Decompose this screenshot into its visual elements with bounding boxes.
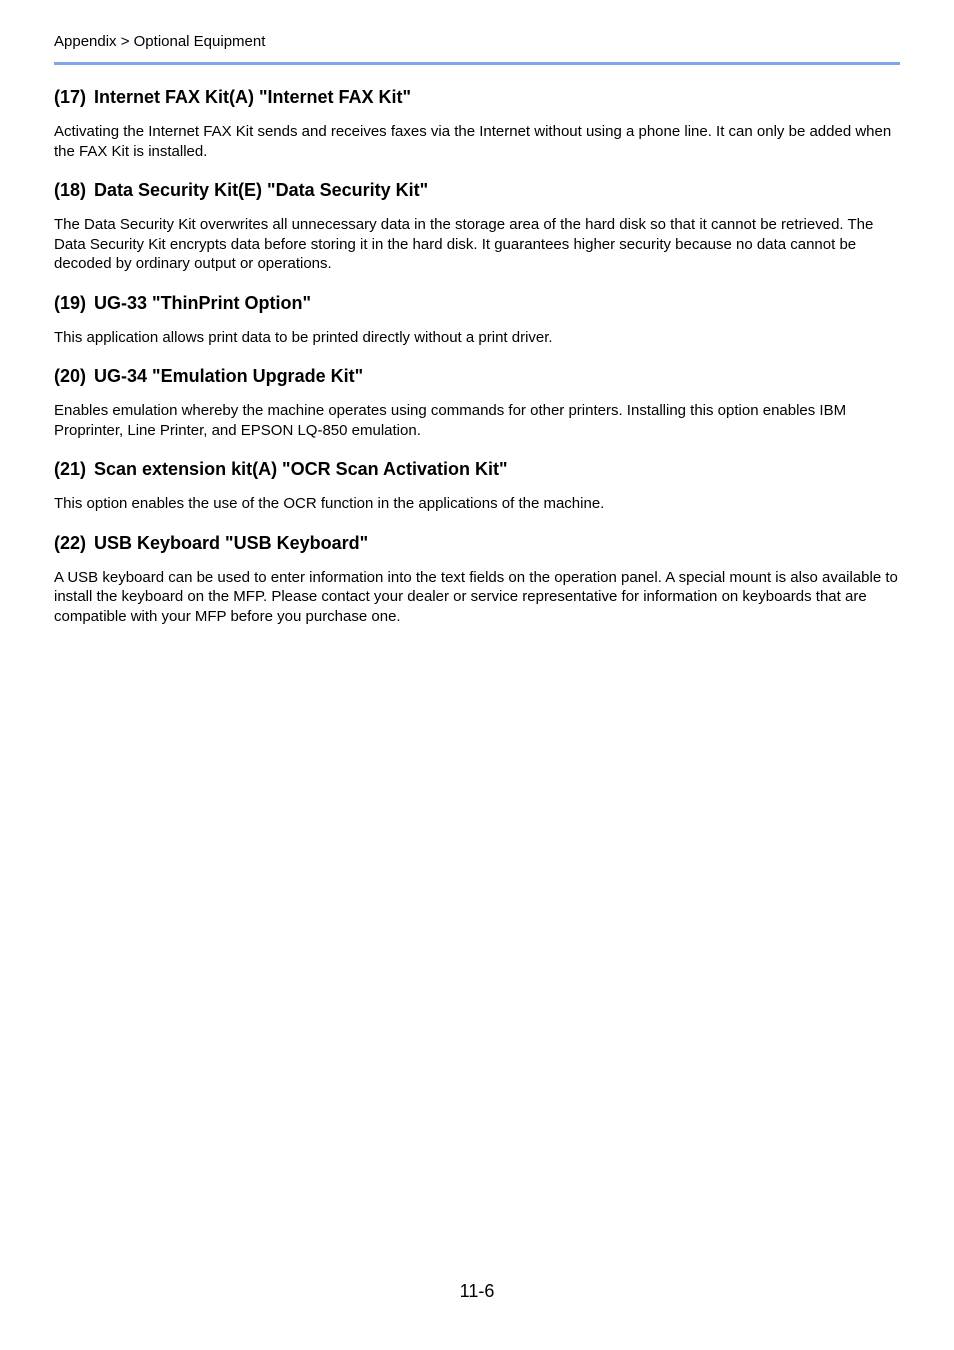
section-number: (19) [54, 292, 87, 313]
section-heading-text: Data Security Kit(E) "Data Security Kit" [94, 180, 429, 200]
section-body: This option enables the use of the OCR function in the applications of the machine. [54, 495, 605, 512]
section-number: (17) [54, 87, 87, 107]
section-title [54, 457, 900, 481]
section-number: (22) [54, 532, 87, 553]
section-body: A USB keyboard can be used to enter information into the text fields on the operation panel. A special mount is also available to install the keyboard on the MFP. Please contact your dealer or service representative for information on keyboards that are compatible with your MFP before you purchase one. [54, 568, 898, 625]
section-thinprint-option [54, 291, 900, 348]
section-number: (18) [54, 180, 87, 200]
section-body: This application allows print data to be printed directly without a print driver. [54, 328, 553, 346]
section-body: The Data Security Kit overwrites all unnecessary data in the storage area of the hard disk so that it cannot be retrieved. The Data Security Kit encrypts data before storing it in the hard disk. It guarantees higher security because no data cannot be decoded by ordinary output or operations. [54, 216, 874, 272]
section-title [54, 85, 900, 109]
section-body: Activating the Internet FAX Kit sends and receives faxes via the Internet without using a phone line. It can only be added when the FAX Kit is installed. [54, 123, 892, 160]
section-heading-text: UG-33 "ThinPrint Option" [94, 292, 312, 313]
section-internet-fax-kit [54, 85, 900, 161]
section-title [54, 531, 900, 555]
section-ocr-scan-activation-kit [54, 457, 900, 514]
header-divider [54, 62, 900, 65]
section-heading-text: Scan extension kit(A) "OCR Scan Activation Kit" [94, 459, 508, 479]
section-heading-text: UG-34 "Emulation Upgrade Kit" [94, 366, 364, 386]
page-number: 11-6 [459, 1281, 495, 1301]
section-body: Enables emulation whereby the machine operates using commands for other printers. Installing this option enables IBM Proprinter, Line Printer, and EPSON LQ-850 emulation. [54, 402, 847, 439]
section-usb-keyboard [54, 531, 900, 627]
section-emulation-upgrade-kit [54, 364, 900, 440]
section-title [54, 178, 900, 202]
page-content [54, 85, 900, 643]
section-data-security-kit [54, 178, 900, 274]
section-number: (20) [54, 366, 87, 386]
section-heading-text: USB Keyboard "USB Keyboard" [94, 532, 369, 553]
breadcrumb: Appendix > Optional Equipment [54, 33, 266, 50]
section-title [54, 364, 900, 388]
section-number: (21) [54, 459, 87, 479]
section-title [54, 291, 900, 315]
section-heading-text: Internet FAX Kit(A) "Internet FAX Kit" [94, 87, 412, 107]
